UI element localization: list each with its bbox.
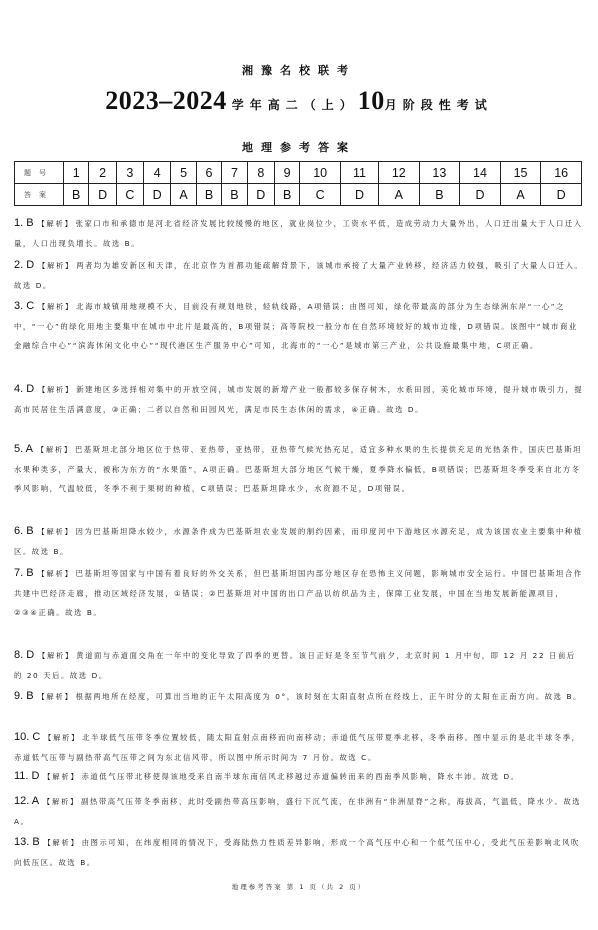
exam-union-title: 湘豫名校联考 [242,64,356,77]
question-number: 13 [419,162,460,184]
explanation-text: 赤道低气压带北移使得该地受来自南半球东南信风北移越过赤道偏转而来的西南季风影响，降水丰沛。故选 D。 [81,772,520,781]
analysis-tag: 【解析】 [36,446,73,454]
exam-title [0,86,598,116]
question-label: 12. A [14,795,40,807]
answer-cell: A [500,184,541,206]
question-label: 6. B [14,525,34,537]
analysis-tag: 【解析】 [43,798,80,806]
answer-cell: D [340,184,378,206]
answer-cell: B [64,184,89,206]
question-label: 5. A [14,443,33,455]
question-number: 16 [541,162,582,184]
explanation-6 [14,522,584,561]
explanation-10 [14,728,584,767]
analysis-tag: 【解析】 [44,734,81,742]
answer-cell: A [171,184,196,206]
question-label: 13. B [14,836,40,848]
analysis-tag: 【解析】 [38,652,75,660]
analysis-tag: 【解析】 [38,386,75,394]
question-number: 7 [222,162,247,184]
analysis-tag: 【解析】 [38,303,75,311]
explanation-text: 北海市城镇用地规模不大，目前没有规划地铁，轻轨线路，A项错误；由图可知，绿化带最高的部分为生态绿洲东岸“一心”之中，“一心”的绿化用地主要集中在城市中北片是最高的，B项错误；高等院校一般分布在自然环境较好的城市边缘，D项错误。该图中“城市商业金融综合中心”“滨海休闲文化中心”“现代港区生产服务中心”可知，北海市的“一心”是城市第三产业，公共设施最集中地，C项正确。 [14,302,578,350]
answer-cell: B [419,184,460,206]
analysis-tag: 【解析】 [38,262,75,270]
analysis-tag: 【解析】 [37,570,74,578]
explanation-text: 北半球低气压带冬季位置较低，随太阳直射点南移而向南移动；赤道低气压带夏季北移，冬季南移。图中显示的是北半球冬季，赤道低气压带与副热带高气压带之间为东北信风带，所以图中所示时间为 7 月份。故选 C。 [14,733,581,762]
question-label: 3. C [14,300,35,312]
question-label: 1. B [14,217,34,229]
explanation-7 [14,564,584,622]
page-footer: 地理参考答案 第 1 页（共 2 页） [231,883,367,891]
answer-cell: D [89,184,116,206]
answer-cell: C [116,184,143,206]
explanation-5 [14,440,584,498]
year-start: 2023 [105,86,160,115]
question-label: 7. B [14,567,34,579]
explanation-8 [14,646,584,685]
question-label: 8. D [14,649,35,661]
explanation-text: 因为巴基斯坦降水较少，水源条件成为巴基斯坦农业发展的制约因素，而印度河中下游地区水源充足，成为该国农业主要集中种植区。故选 B。 [14,527,583,556]
question-number: 12 [379,162,420,184]
question-label: 4. D [14,383,35,395]
answer-cell: B [196,184,221,206]
year-separator: – [159,86,173,115]
answer-row [15,184,582,206]
explanation-text: 两者均为雄安新区和天津，在北京作为首都功能疏解背景下，该城市承接了大量产业转移，经济活力较强，吸引了大量人口迁入。故选 D。 [14,261,584,290]
explanation-9 [14,687,584,707]
explanation-12 [14,792,584,831]
row-label-answer: 答案 [15,184,64,206]
question-number: 11 [340,162,378,184]
explanation-13 [14,833,584,872]
question-number: 9 [274,162,299,184]
answer-cell: D [247,184,274,206]
question-number: 3 [116,162,143,184]
answer-cell: B [222,184,247,206]
analysis-tag: 【解析】 [43,773,80,781]
explanation-text: 副热带高气压带冬季南移，此时受副热带高压影响，盛行下沉气流，在非洲有“非洲屋脊”之称，海拔高，气温低，降水少。故选 A。 [14,797,582,826]
year-end: 2024 [172,86,227,115]
question-label: 10. C [14,731,41,743]
answer-cell: D [460,184,501,206]
question-label: 11. D [14,770,40,782]
question-number: 8 [247,162,274,184]
explanation-text: 黄道面与赤道面交角在一年中的变化导致了四季的更替。该日正好是冬至节气前夕，北京时间 1 月中旬，即 12 月 22 日前后的 20 天后。故选 D。 [14,651,576,680]
explanation-text: 巴基斯坦等国家与中国有着良好的外交关系，但巴基斯坦国内部分地区存在恐怖主义问题，影响城市安全运行。中国巴基斯坦合作共建中巴经济走廊，推动区域经济发展，①错误；②巴基斯坦对中国的出口产品以纺织品为主，保障工业发展，中国在当地发展新能源项目，②③④正确。故选 B。 [14,569,583,617]
answer-cell: D [144,184,171,206]
analysis-tag: 【解析】 [37,528,74,536]
answer-cell: D [541,184,582,206]
answer-cell: A [379,184,420,206]
analysis-tag: 【解析】 [37,220,74,228]
question-number: 14 [460,162,501,184]
explanation-11 [14,767,584,787]
title-end: 月阶段性考试 [384,98,493,112]
explanation-text: 根据两地所在经度，可算出当地的正午太阳高度为 0°，该时刻在太阳直射点所在经线上，正午时分的太阳在正南方向。故选 B。 [75,692,582,701]
title-middle: 学年高二（上） [231,98,358,112]
exam-month: 10 [357,86,385,115]
explanation-1 [14,214,584,253]
explanation-3 [14,297,584,355]
explanation-text: 由图示可知，在纬度相同的情况下，受海陆热力性质差异影响，形成一个高气压中心和一个低气压中心，受此气压差影响北风吹向低压区。故选 B。 [14,838,580,867]
question-number: 1 [64,162,89,184]
analysis-tag: 【解析】 [43,839,80,847]
explanation-4 [14,380,584,419]
explanation-text: 张家口市和承德市是河北省经济发展比较缓慢的地区，就业岗位少，工资水平低，造成劳动力大量外出，人口迁出量大于人口迁入量，人口出现负增长。故选 B。 [14,219,583,248]
explanation-text: 新建地区多选择相对集中的开放空间，城市发展的新增产业一般都较多保存树木，水系田园，美化城市环境，提升城市吸引力，提高市民居住生活满意度，③正确；二者以自然和田园风光，满足市民生态休闲的需求，④正确。故选 D。 [14,385,584,414]
answer-table [14,161,582,206]
answer-cell: B [274,184,299,206]
question-number: 10 [300,162,341,184]
question-label: 2. D [14,259,35,271]
answer-cell: C [300,184,341,206]
question-number: 6 [196,162,221,184]
row-label-question: 题号 [15,162,64,184]
question-number: 5 [171,162,196,184]
explanation-2 [14,256,584,295]
question-label: 9. B [14,690,34,702]
analysis-tag: 【解析】 [37,693,74,701]
explanation-text: 巴基斯坦北部分地区位于热带、亚热带，亚热带，亚热带气候光热充足，适宜多种水果的生长提供充足的光热条件，国庆巴基斯坦水果种类多，产量大，被称为东方的“水果篮”，A项正确。巴基斯坦大部分地区气候干燥，夏季降水偏低，B项错误；巴基斯坦冬季受来自北方冬季风影响，气温较低，冬季不利于果树的种植，C项错误；巴基斯坦降水少，水资源不足，D项错误。 [14,445,583,493]
question-number: 15 [500,162,541,184]
question-number: 4 [144,162,171,184]
question-number-row [15,162,582,184]
subject-subtitle: 地理参考答案 [242,141,356,154]
question-number: 2 [89,162,116,184]
